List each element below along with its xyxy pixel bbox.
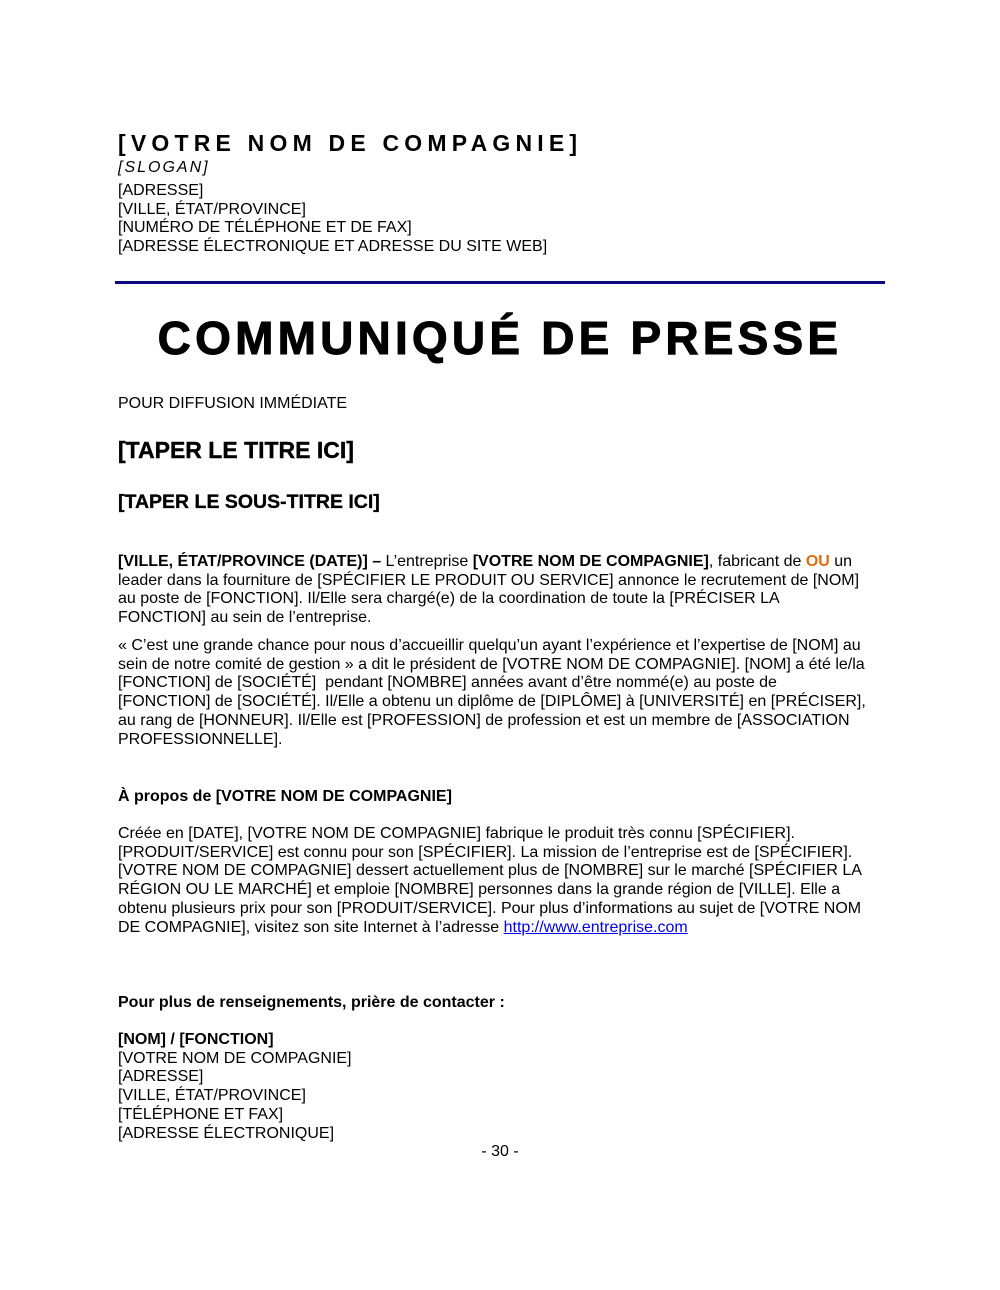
company-ref: [VOTRE NOM DE COMPAGNIE] [472, 553, 709, 570]
about-heading: À propos de [VOTRE NOM DE COMPAGNIE] [118, 788, 452, 805]
contact-heading: Pour plus de renseignements, prière de contacter : [118, 994, 505, 1011]
contact-block [118, 1031, 352, 1143]
paragraph-quote [118, 637, 866, 749]
text-line: Créée en [DATE], [VOTRE NOM DE COMPAGNIE] fabrique le produit très connu [SPÉCIFIER]. [118, 825, 795, 842]
highlight-or: OU [805, 553, 830, 570]
address-line: [NUMÉRO DE TÉLÉPHONE ET DE FAX] [118, 219, 412, 237]
text-line: RÉGION OU LE MARCHÉ] et emploie [NOMBRE] personnes dans la grande région de [VILLE]. Elle a [118, 881, 841, 899]
headline: [TAPER LE TITRE ICI] [118, 437, 354, 463]
text: DE COMPAGNIE], visitez son site Internet à l’adresse [118, 918, 504, 936]
text-line: FONCTION] au sein de l’entreprise. [118, 609, 372, 627]
website-link[interactable]: http://www.entreprise.com [503, 918, 688, 936]
address-line: [ADRESSE] [118, 182, 204, 199]
slogan: [SLOGAN] [118, 159, 210, 176]
text-line: [PRODUIT/SERVICE] est connu pour son [SPÉCIFIER]. La mission de l’entreprise est de [SPÉCIFIER]. [118, 843, 853, 861]
text-line: au poste de [FONCTION]. Il/Elle sera chargé(e) de la coordination de toute la [PRÉCISER LA [118, 590, 780, 608]
contact-line: [VOTRE NOM DE COMPAGNIE] [118, 1049, 352, 1067]
page-number: - 30 - [481, 1143, 519, 1160]
address-line: [ADRESSE ÉLECTRONIQUE ET ADRESSE DU SITE WEB] [118, 238, 548, 256]
release-notice: POUR DIFFUSION IMMÉDIATE [118, 395, 348, 412]
company-address [118, 182, 547, 257]
text-line: [VOTRE NOM DE COMPAGNIE] dessert actuellement plus de [NOMBRE] sur le marché [SPÉCIFIER LA [118, 862, 862, 880]
text: , fabricant de [708, 553, 806, 570]
contact-line: [ADRESSE ÉLECTRONIQUE] [118, 1124, 335, 1142]
text-line: PROFESSIONNELLE]. [118, 730, 283, 748]
subheadline: [TAPER LE SOUS-TITRE ICI] [118, 491, 380, 513]
contact-line: [VILLE, ÉTAT/PROVINCE] [118, 1087, 306, 1105]
header-divider [115, 281, 885, 284]
text: L’entreprise [381, 553, 473, 570]
company-name: [VOTRE NOM DE COMPAGNIE] [118, 130, 583, 156]
paragraph-intro [118, 553, 859, 628]
document-title: COMMUNIQUÉ DE PRESSE [157, 312, 843, 364]
text-line: [FONCTION] de [SOCIÉTÉ]. Il/Elle a obtenu un diplôme de [DIPLÔME] à [UNIVERSITÉ] en [PRÉCISER], [118, 693, 866, 711]
text-line: sein de notre comité de gestion » a dit le président de [VOTRE NOM DE COMPAGNIE]. [NOM] a été le/la [118, 655, 865, 673]
contact-name: [NOM] / [FONCTION] [118, 1031, 274, 1048]
dateline: [VILLE, ÉTAT/PROVINCE (DATE)] – [118, 553, 382, 570]
paragraph-about [118, 825, 862, 937]
text-line: obtenu plusieurs prix pour son [PRODUIT/SERVICE]. Pour plus d’informations au sujet de [VOTRE NOM [118, 899, 862, 917]
text: un [829, 553, 853, 570]
text-line: « C’est une grande chance pour nous d’accueillir quelqu’un ayant l’expérience et l’expertise de [NOM] au [118, 637, 861, 654]
text-line: leader dans la fourniture de [SPÉCIFIER LE PRODUIT OU SERVICE] annonce le recrutement de [NOM] [118, 571, 860, 589]
contact-line: [ADRESSE] [118, 1068, 204, 1086]
text-line: au rang de [HONNEUR]. Il/Elle est [PROFESSION] de profession et est un membre de [ASSOCIATION [118, 711, 850, 729]
text-line: [FONCTION] de [SOCIÉTÉ] pendant [NOMBRE] années avant d’être nommé(e) au poste de [118, 674, 777, 692]
contact-line: [TÉLÉPHONE ET FAX] [118, 1105, 284, 1123]
address-line: [VILLE, ÉTAT/PROVINCE] [118, 200, 306, 218]
